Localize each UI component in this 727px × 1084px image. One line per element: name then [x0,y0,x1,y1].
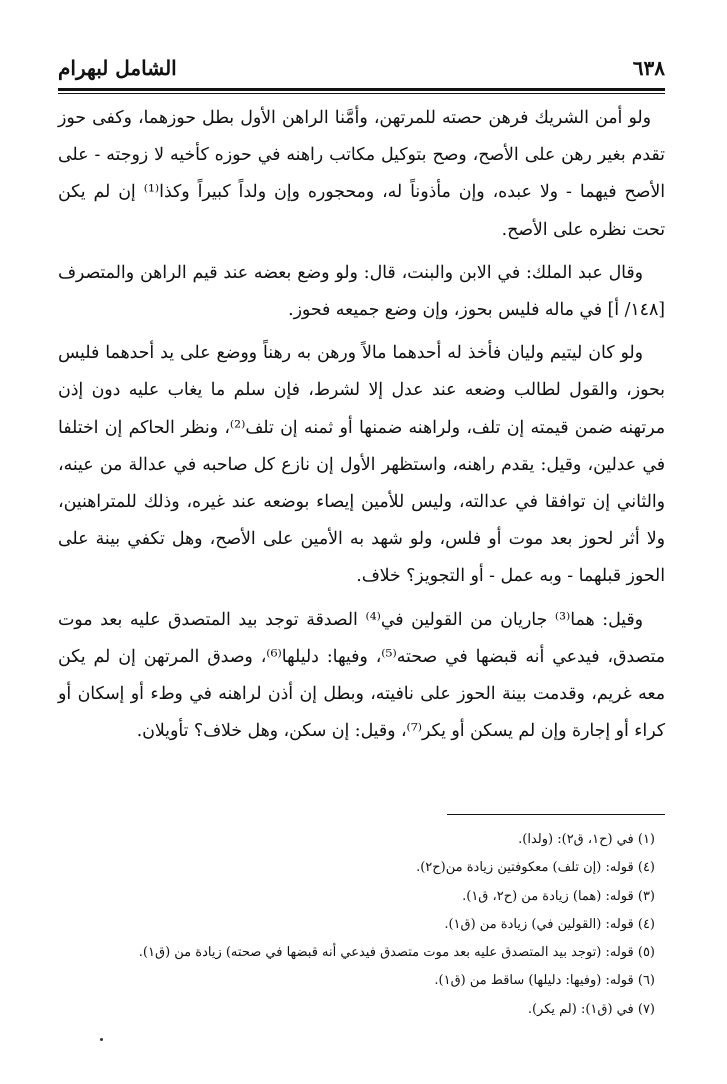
footnote-separator [447,814,665,815]
footnote-5: (٥) قوله: (توجد بيد المتصدق عليه بعد موت متصدق فيدعي أنه قبضها في صحته) زيادة من (ق١). [138,945,655,961]
paragraph-3: ولو كان ليتيم وليان فأخذ له أحدهما مالاً ورهن به رهناً ووضع على يد أحدهما فليس بحوز، والقول لطالب وضعه عند عدل إلا لشرط، فإن سلم ما يغاب عليه دون إذن مرتهنه ضمن قيمته إن تلف، ولراهنه ضمنها أو ثمنه إن تلف⁽²⁾، ونظر الحاكم إن اختلفا في عدلين، وقيل: يقدم راهنه، واستظهر الأول إن نازع كل صاحبه في عدالة من عينه، والثاني إن توافقا في عدالته، وليس للأمين إيصاء بوضعه عند غيره، وذلك للمتراهنين، ولا أثر لحوز بعد موت أو فلس، ولو شهد به الأمين على الأصح، وهل تكفي بينة على الحوز قبلهما - وبه عمل - أو التجويز؟ خلاف. [58,343,666,587]
paragraph-1: ولو أمن الشريك فرهن حصته للمرتهن، وأمَّنا الراهن الأول بطل حوزهما، وكفى حوز تقدم بغير رهن على الأصح، وصح بتوكيل مكاتب راهنه في حوزه كأخيه لا زوجته - على الأصح فيهما - ولا عبده، وإن مأذوناً له، ومحجوره وإن ولداً كبيراً وكذا⁽¹⁾ إن لم يكن تحت نظره على الأصح. [58,108,665,240]
footnote-1: (١) في (ح١، ق٢): (ولدا). [518,832,655,847]
book-title: الشامل لبهرام [58,56,177,80]
header-rule-thin [58,93,665,94]
footnote-4: (٤) قوله: (القولين في) زيادة من (ق١). [444,916,655,932]
footnotes [58,826,655,1024]
paragraph-2: وقال عبد الملك: في الابن والبنت، قال: ولو وضع بعضه عند قيم الراهن والمتصرف [١٤٨/ أ] في ماله فليس بحوز، وإن وضع جميعه فحوز. [58,262,665,321]
paragraph-4: وقيل: هما⁽³⁾ جاريان من القولين في⁽⁴⁾ الصدقة توجد بيد المتصدق عليه بعد موت متصدق، فيدعي أنه قبضها في صحته⁽⁵⁾، وفيها: دليلها⁽⁶⁾، وصدق المرتهن إن لم يكن معه غريم، وقدمت بينة الحوز على نافيته، وبطل إن أذن لراهنه في وطء أو إسكان أو كراء أو إجارة وإن لم يسكن أو يكر⁽⁷⁾، وقيل: إن سكن، وهل خلاف؟ تأويلان. [58,609,665,742]
footnote-3: (٣) قوله: (هما) زيادة من (ح٢، ق١). [462,888,655,904]
footnote-2: (٤) قوله: (إن تلف) معكوفتين زيادة من(ح٢). [416,860,655,876]
scan-speck [100,1038,103,1041]
footnote-7: (٧) في (ق١): (لم يكر). [527,1001,655,1017]
page-header [58,50,665,86]
footnote-6: (٦) قوله: (وفيها: دليلها) ساقط من (ق١). [434,973,655,989]
page-number: ٦٣٨ [632,56,665,80]
main-text [58,100,665,756]
header-rule-thick [58,88,665,91]
